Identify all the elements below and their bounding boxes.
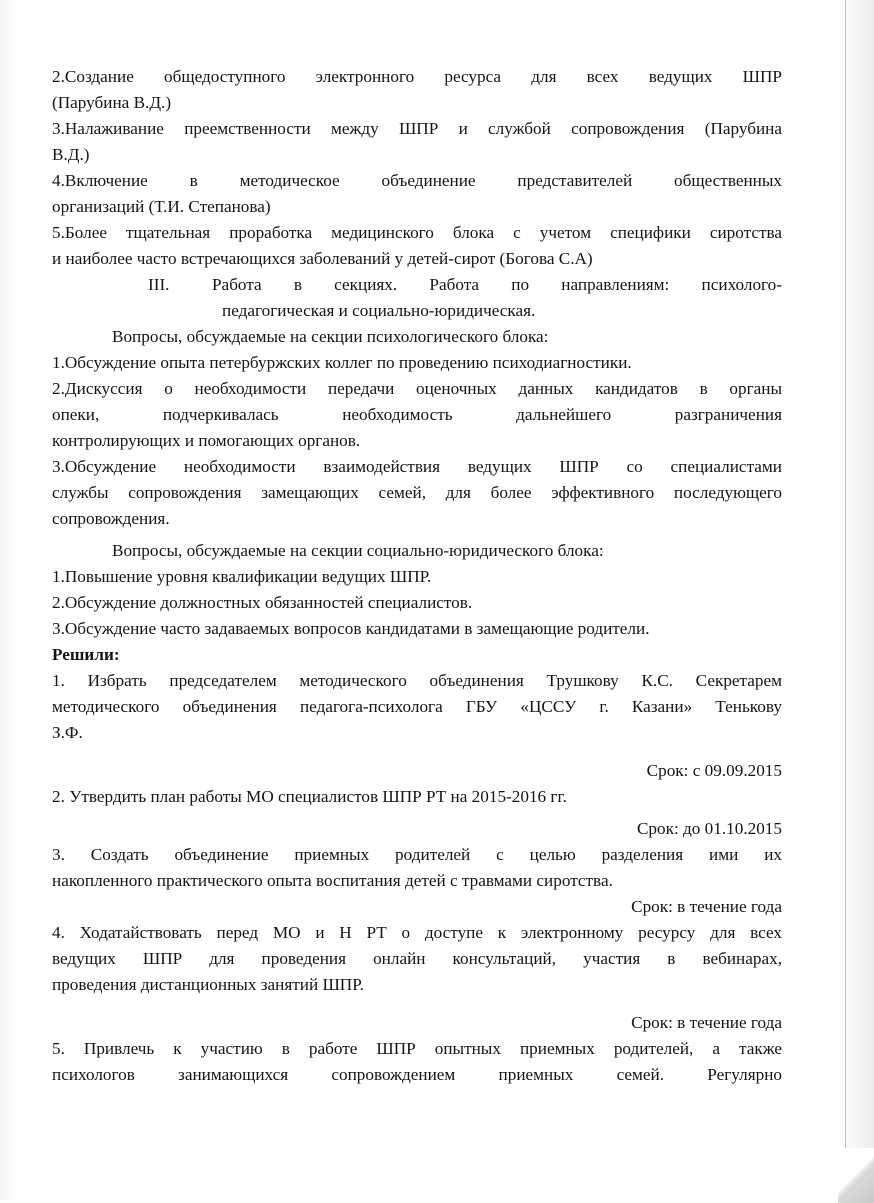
list-item: 3.Налаживание преемственности между ШПР и службой сопровождения (Парубина	[52, 119, 782, 138]
social-block-heading: Вопросы, обсуждаемые на секции социально-юридического блока:	[112, 541, 604, 560]
list-item: организаций (Т.И. Степанова)	[52, 197, 271, 216]
psych-block-heading: Вопросы, обсуждаемые на секции психологического блока:	[112, 327, 549, 346]
decision-4: 4. Ходатайствовать перед МО и Н РТ о доступе к электронному ресурсу для всех	[52, 923, 782, 942]
section-number: III.	[148, 275, 170, 294]
social-item: 1.Повышение уровня квалификации ведущих ШПР.	[52, 567, 432, 586]
decision-2: 2. Утвердить план работы МО специалистов ШПР РТ на 2015-2016 гг.	[52, 787, 567, 806]
psych-item: 1.Обсуждение опыта петербуржских коллег по проведению психодиагностики.	[52, 353, 632, 372]
social-item: 3.Обсуждение часто задаваемых вопросов кандидатами в замещающие родители.	[52, 619, 650, 638]
decision-1: З.Ф.	[52, 723, 83, 742]
decision-1-deadline: Срок: с 09.09.2015	[646, 761, 782, 780]
list-item: (Парубина В.Д.)	[52, 93, 172, 112]
decision-5: психологов занимающихся сопровождением приемных семей. Регулярно	[52, 1065, 782, 1084]
list-item: 4.Включение в методическое объединение представителей общественных	[52, 171, 782, 190]
section-title-line1: Работа в секциях. Работа по направлениям: психолого-	[212, 275, 782, 294]
page-corner-fold	[838, 1148, 874, 1203]
decision-2-deadline: Срок: до 01.10.2015	[636, 819, 782, 838]
psych-item: контролирующих и помогающих органов.	[52, 431, 361, 450]
psych-item: 3.Обсуждение необходимости взаимодействия ведущих ШПР со специалистами	[52, 457, 782, 476]
decided-label: Решили:	[52, 645, 120, 664]
decision-5: 5. Привлечь к участию в работе ШПР опытных приемных родителей, а также	[52, 1039, 782, 1058]
psych-item: службы сопровождения замещающих семей, для более эффективного последующего	[52, 483, 782, 502]
decision-4-deadline: Срок: в течение года	[631, 1013, 782, 1032]
decision-3-deadline: Срок: в течение года	[631, 897, 782, 916]
section-heading	[52, 272, 782, 298]
psych-item: 2.Дискуссия о необходимости передачи оценочных данных кандидатов в органы	[52, 379, 782, 398]
social-item: 2.Обсуждение должностных обязанностей специалистов.	[52, 593, 473, 612]
list-item: В.Д.)	[52, 145, 90, 164]
psych-item: опеки, подчеркивалась необходимость дальнейшего разграничения	[52, 405, 782, 424]
decision-1: методического объединения педагога-психолога ГБУ «ЦССУ г. Казани» Тенькову	[52, 697, 782, 716]
list-item: 5.Более тщательная проработка медицинского блока с учетом специфики сиротства	[52, 223, 782, 242]
page-edge-shadow	[845, 0, 846, 1200]
section-title-line2: педагогическая и социально-юридическая.	[222, 301, 536, 320]
document-body	[52, 64, 782, 1088]
decision-1: 1. Избрать председателем методического объединения Трушкову К.С. Секретарем	[52, 671, 782, 690]
psych-item: сопровождения.	[52, 509, 170, 528]
decision-4: проведения дистанционных занятий ШПР.	[52, 975, 364, 994]
list-item: 2.Создание общедоступного электронного ресурса для всех ведущих ШПР	[52, 67, 782, 86]
list-item: и наиболее часто встречающихся заболеваний у детей-сирот (Богова С.А)	[52, 249, 593, 268]
decision-3: накопленного практического опыта воспитания детей с травмами сиротства.	[52, 871, 613, 890]
decision-3: 3. Создать объединение приемных родителей с целью разделения ими их	[52, 845, 782, 864]
decision-4: ведущих ШПР для проведения онлайн консультаций, участия в вебинарах,	[52, 949, 782, 968]
